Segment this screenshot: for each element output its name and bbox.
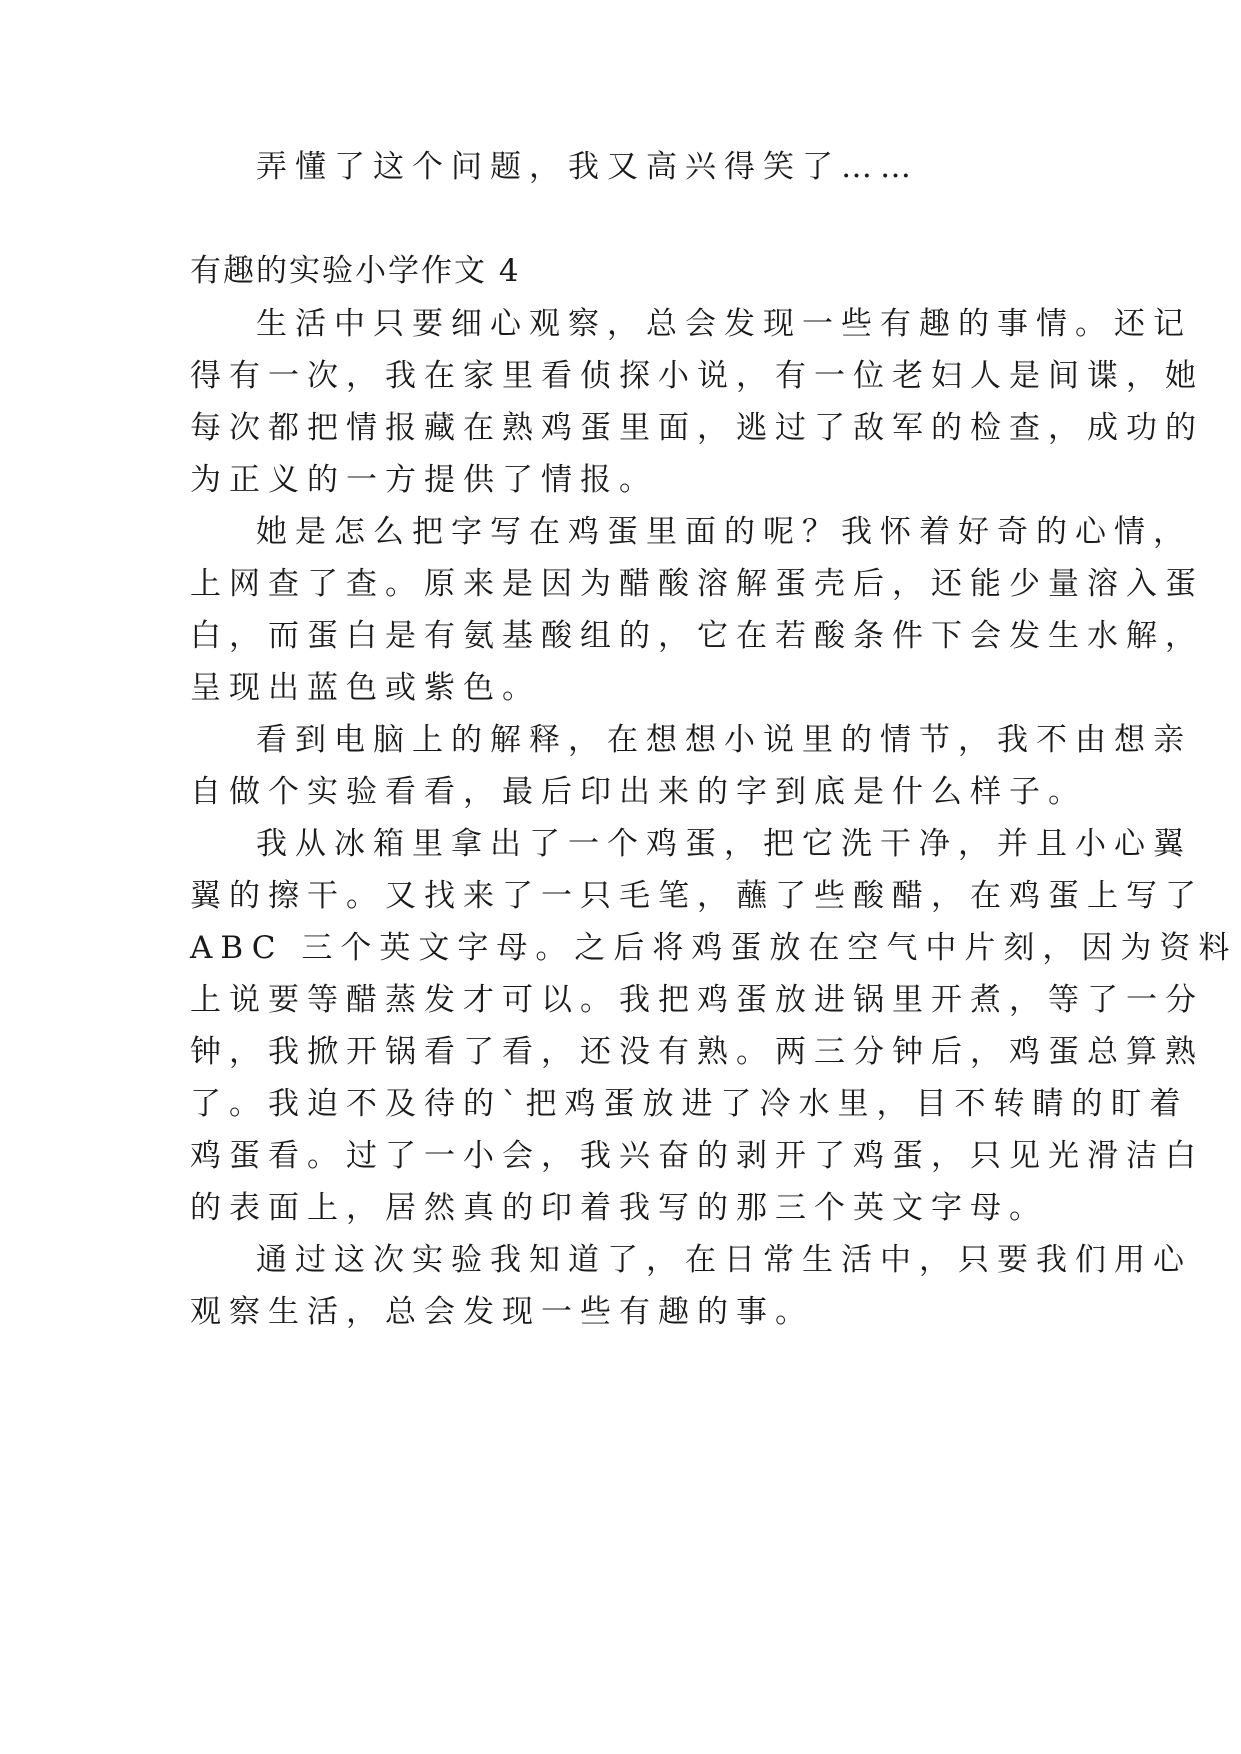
paragraph-line: ABC 三个英文字母。之后将鸡蛋放在空气中片刻，因为资料 (190, 930, 1238, 966)
paragraph-line: 上说要等醋蒸发才可以。我把鸡蛋放进锅里开煮，等了一分 (190, 982, 1204, 1018)
paragraph-line: 翼的擦干。又找来了一只毛笔，蘸了些酸醋，在鸡蛋上写了 (190, 878, 1204, 914)
paragraph-line: 生活中只要细心观察，总会发现一些有趣的事情。还记 (256, 306, 1192, 342)
section-title: 有趣的实验小学作文 4 (190, 253, 521, 289)
paragraph-line: 通过这次实验我知道了，在日常生活中，只要我们用心 (256, 1242, 1192, 1278)
paragraph-line: 观察生活，总会发现一些有趣的事。 (190, 1294, 814, 1330)
paragraph-line: 上网查了查。原来是因为醋酸溶解蛋壳后，还能少量溶入蛋 (190, 566, 1204, 602)
lead-paragraph: 弄懂了这个问题，我又高兴得笑了…… (256, 149, 919, 185)
paragraph-line: 呈现出蓝色或紫色。 (190, 670, 541, 706)
paragraph-line: 钟，我掀开锅看了看，还没有熟。两三分钟后，鸡蛋总算熟 (190, 1034, 1204, 1070)
paragraph-line: 为正义的一方提供了情报。 (190, 462, 658, 498)
paragraph-line: 鸡蛋看。过了一小会，我兴奋的剥开了鸡蛋，只见光滑洁白 (190, 1138, 1204, 1174)
paragraph-line: 每次都把情报藏在熟鸡蛋里面，逃过了敌军的检查，成功的 (190, 410, 1204, 446)
paragraph-line: 我从冰箱里拿出了一个鸡蛋，把它洗干净，并且小心翼 (256, 826, 1192, 862)
paragraph-line: 了。我迫不及待的`把鸡蛋放进了冷水里，目不转睛的盯着 (190, 1086, 1189, 1122)
paragraph-line: 看到电脑上的解释，在想想小说里的情节，我不由想亲 (256, 722, 1192, 758)
paragraph-line: 的表面上，居然真的印着我写的那三个英文字母。 (190, 1190, 1048, 1226)
paragraph-line: 得有一次，我在家里看侦探小说，有一位老妇人是间谍，她 (190, 358, 1204, 394)
paragraph-line: 白，而蛋白是有氨基酸组的，它在若酸条件下会发生水解， (190, 618, 1204, 654)
paragraph-line: 自做个实验看看，最后印出来的字到底是什么样子。 (190, 774, 1087, 810)
paragraph-line: 她是怎么把字写在鸡蛋里面的呢？我怀着好奇的心情， (256, 514, 1192, 550)
